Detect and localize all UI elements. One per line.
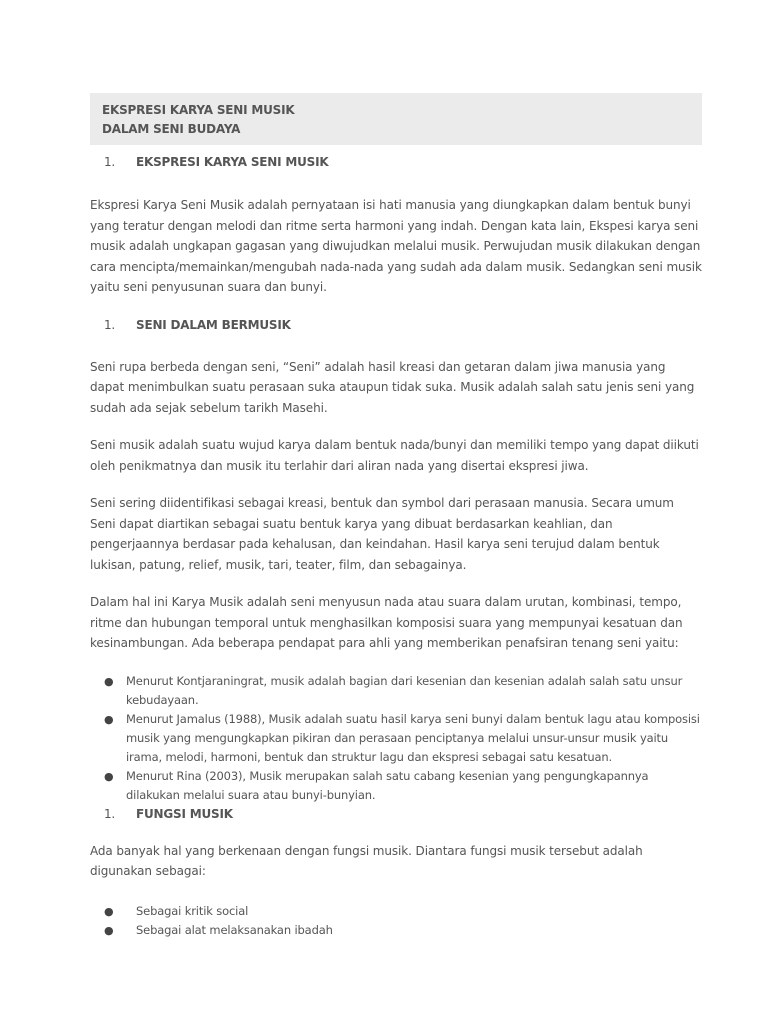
paragraph-seni-musik: Seni musik adalah suatu wujud karya dalam bentuk nada/bunyi dan memiliki tempo yang dapat diikuti oleh penikmatnya dan musik itu terlahir dari aliran nada yang disertai ekspresi jiwa. [90,438,699,473]
list-item-text: Sebagai kritik social [136,903,249,918]
section-number: 1. [104,806,116,821]
expert-opinions-list [90,672,702,805]
paragraph-ekspresi-definition: Ekspresi Karya Seni Musik adalah pernyataan isi hati manusia yang diungkapkan dalam bentuk bunyi yang teratur dengan melodi dan ritme serta harmoni yang indah. Dengan kata lain, Ekspesi karya seni musik adalah ungkapan gagasan yang diwujudkan melalui musik. Perwujudan musik dilakukan dengan cara mencipta/memainkan/mengubah nada-nada yang sudah ada dalam musik. Sedangkan seni musik yaitu seni penyusunan suara dan bunyi. [90,198,702,294]
paragraph-karya-musik: Dalam hal ini Karya Musik adalah seni menyusun nada atau suara dalam urutan, kombinasi, tempo, ritme dan hubungan temporal untuk menghasilkan komposisi suara yang mempunyai kesatuan dan kesinambungan. Ada beberapa pendapat para ahli yang memberikan penafsiran tenang seni yaitu: [90,595,683,650]
bullet-icon: ● [104,674,114,688]
section-heading-text: SENI DALAM BERMUSIK [136,317,291,332]
paragraph-seni-identifikasi: Seni sering diidentifikasi sebagai kreasi, bentuk dan symbol dari perasaan manusia. Secara umum Seni dapat diartikan sebagai suatu bentuk karya yang dibuat berdasarkan keahlian, dan pengerjaannya berdasar pada kehalusan, dan keindahan. Hasil karya seni terujud dalam bentuk lukisan, patung, relief, musik, tari, teater, film, dan sebagainya. [90,496,674,572]
section-number: 1. [104,317,116,332]
section-heading-fungsi-musik [90,805,702,824]
list-item [90,921,702,940]
list-item [90,710,702,767]
bullet-icon: ● [104,712,114,726]
list-item [90,767,702,805]
section-number: 1. [104,155,116,169]
section-heading-seni-dalam-bermusik [90,316,702,335]
bullet-icon: ● [104,769,114,783]
list-item [90,672,702,710]
document-page [90,93,702,940]
list-item [90,902,702,921]
section-heading-text: EKSPRESI KARYA SENI MUSIK [136,155,329,169]
paragraph-fungsi-musik: Ada banyak hal yang berkenaan dengan fungsi musik. Diantara fungsi musik tersebut adalah digunakan sebagai: [90,843,643,878]
section-heading-ekspresi [90,153,702,172]
list-item-text: Menurut Kontjaraningrat, musik adalah bagian dari kesenian dan kesenian adalah salah satu unsur kebudayaan. [126,673,683,707]
document-title-block [90,93,702,145]
document-title-line-1: EKSPRESI KARYA SENI MUSIK [102,103,295,117]
list-item-text: Menurut Jamalus (1988), Musik adalah suatu hasil karya seni bunyi dalam bentuk lagu atau komposisi musik yang mengungkapkan pikiran dan perasaan penciptanya melalui unsur-unsur musik yaitu irama, melodi, harmoni, bentuk dan struktur lagu dan ekspresi sebagai satu kesatuan. [126,711,700,764]
list-item-text: Sebagai alat melaksanakan ibadah [136,922,333,937]
bullet-icon: ● [104,904,114,918]
paragraph-seni-rupa: Seni rupa berbeda dengan seni, “Seni” adalah hasil kreasi dan getaran dalam jiwa manusia yang dapat menimbulkan suatu perasaan suka ataupun tidak suka. Musik adalah salah satu jenis seni yang sudah ada sejak sebelum tarikh Masehi. [90,359,695,415]
section-heading-text: FUNGSI MUSIK [136,806,233,821]
bullet-icon: ● [104,923,114,937]
music-functions-list [90,902,702,940]
list-item-text: Menurut Rina (2003), Musik merupakan salah satu cabang kesenian yang pengungkapannya dilakukan melalui suara atau bunyi-bunyian. [126,768,649,802]
document-title-line-2: DALAM SENI BUDAYA [102,122,241,136]
